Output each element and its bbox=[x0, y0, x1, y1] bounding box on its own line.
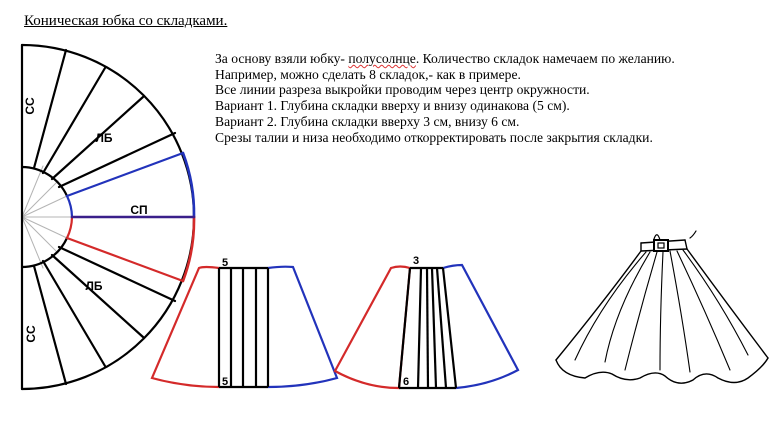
description-line-2: Например, можно сделать 8 складок,- как в примере. bbox=[215, 66, 521, 82]
spellcheck-marked-word: полусолнце bbox=[348, 51, 416, 66]
variant1-bottom-label: 5 bbox=[221, 376, 229, 388]
description-line-4: Вариант 1. Глубина складки вверху и внизу одинакова (5 см). bbox=[215, 98, 570, 114]
variant2-panel bbox=[335, 265, 518, 388]
label-cc-top: СС bbox=[23, 97, 37, 115]
description-line-6: Срезы талии и низа необходимо откорректировать после закрытия складки. bbox=[215, 129, 653, 145]
description-line-5: Вариант 2. Глубина складки вверху 3 см, внизу 6 см. bbox=[215, 113, 520, 129]
page-title: Коническая юбка со складками. bbox=[24, 13, 228, 29]
skirt-hem bbox=[556, 358, 768, 383]
waist-arc-blue bbox=[67, 196, 72, 217]
skirt-left-side bbox=[556, 251, 641, 360]
variant1-red-part bbox=[152, 267, 219, 387]
variant1-pleat-lines bbox=[219, 268, 268, 387]
description-line-3: Все линии разреза выкройки проводим через центр окружности. bbox=[215, 82, 590, 98]
variant1-blue-part bbox=[268, 267, 337, 387]
waist-arc-red bbox=[67, 217, 72, 238]
skirt-belt-buckle bbox=[654, 240, 668, 251]
variant1-top-label: 5 bbox=[221, 257, 229, 269]
variant2-pleat-lines bbox=[399, 268, 456, 388]
skirt-illustration bbox=[556, 231, 768, 383]
label-lb-top: ЛБ bbox=[95, 131, 113, 145]
variant2-top-label: 3 bbox=[412, 255, 420, 267]
variant2-bottom-label: 6 bbox=[402, 376, 410, 388]
skirt-right-side bbox=[687, 249, 768, 358]
variant2-red-part bbox=[335, 267, 410, 389]
waist-guide-lines bbox=[22, 166, 72, 268]
description-line-1-part-1: За основу взяли юбку- bbox=[215, 51, 349, 66]
description-line-1-part-2: . Количество складок намечаем по желанию. bbox=[415, 51, 675, 66]
label-lb-bottom: ЛБ bbox=[85, 279, 103, 293]
skirt-pleat-folds bbox=[575, 250, 748, 372]
label-sp: СП bbox=[130, 203, 148, 217]
label-cc-bottom: СС bbox=[24, 325, 38, 343]
